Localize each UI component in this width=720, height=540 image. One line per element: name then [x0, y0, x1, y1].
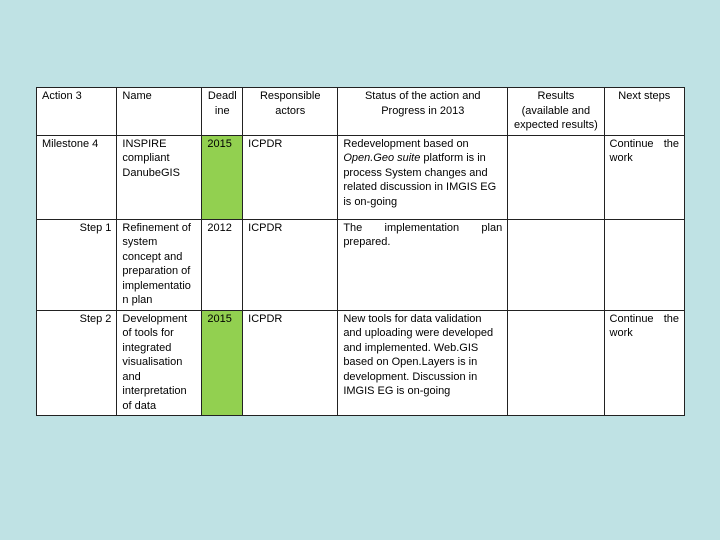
header-results: Results (available and expected results) [508, 88, 604, 136]
header-name: Name [117, 88, 202, 136]
cell-responsible: ICPDR [243, 310, 338, 416]
cell-status: The implementation plan prepared. [338, 219, 508, 310]
cell-results [508, 310, 604, 416]
header-status: Status of the action and Progress in 2013 [338, 88, 508, 136]
status-text-italic: Open.Geo suite [343, 152, 421, 164]
cell-responsible: ICPDR [243, 135, 338, 219]
cell-name: Refinement of system concept and preparation of implementatio n plan [117, 219, 202, 310]
header-responsible: Responsible actors [243, 88, 338, 136]
action-table [36, 87, 685, 416]
cell-results [508, 135, 604, 219]
header-deadline: Deadl ine [202, 88, 243, 136]
cell-deadline: 2015 [202, 310, 243, 416]
cell-next-steps: Continue the work [604, 135, 684, 219]
cell-name: INSPIRE compliant DanubeGIS [117, 135, 202, 219]
header-row [37, 88, 685, 136]
cell-status: New tools for data validation and uploading were developed and implemented. Web.GIS based on Open.Layers is in development. Discussion in IMGIS EG is on-going [338, 310, 508, 416]
cell-action: Milestone 4 [37, 135, 117, 219]
cell-action: Step 1 [37, 219, 117, 310]
cell-deadline: 2015 [202, 135, 243, 219]
cell-next-steps [604, 219, 684, 310]
cell-next-steps: Continue the work [604, 310, 684, 416]
cell-deadline: 2012 [202, 219, 243, 310]
cell-responsible: ICPDR [243, 219, 338, 310]
cell-action: Step 2 [37, 310, 117, 416]
table-row [37, 310, 685, 416]
cell-name: Development of tools for integrated visualisation and interpretation of data [117, 310, 202, 416]
header-action: Action 3 [37, 88, 117, 136]
status-text-post: platform is in process System changes and related discussion in IMGIS EG is on-going [343, 152, 497, 208]
cell-status [338, 135, 508, 219]
table-row [37, 135, 685, 219]
table-row [37, 219, 685, 310]
header-next-steps: Next steps [604, 88, 684, 136]
status-text-pre: Redevelopment based on [343, 137, 469, 150]
cell-results [508, 219, 604, 310]
